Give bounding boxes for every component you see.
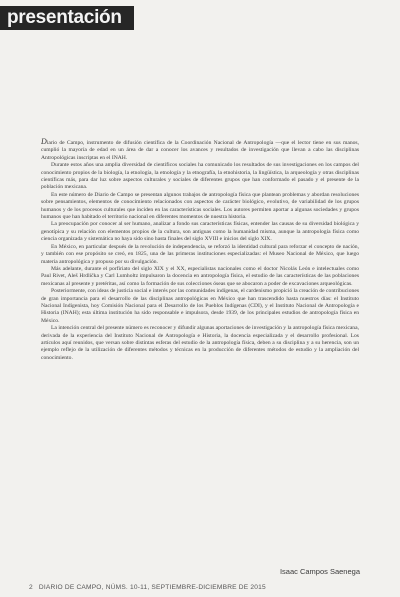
body-paragraph: En México, en particular después de la revolución de independencia, se reforzó la identidad cultural para reforzar el concepto de nación, y también con ese propósito se creó, en 1825, una de las primeras instituciones especializadas: el Museo Nacional de México, que luego materia antropológica y propuso por su divulgación. bbox=[41, 243, 359, 265]
section-title: presentación bbox=[7, 7, 122, 28]
body-paragraph: La preocupación por conocer al ser humano, analizar a fondo sus características físicas, entender las causas de su diversidad biológica y genotípica y su relación con elementos propios de la cultura, son antiguas como la humanidad misma, aunque la antropología física como ciencia organizada y sistemática no haya sido sino hasta finales del siglo XVIII e inicios del siglo XIX. bbox=[41, 221, 359, 243]
body-paragraph: En este número de Diario de Campo se presentan algunos trabajos de antropología física que plantean problemas y abordan resoluciones sobre pensamientos, elementos de conocimiento relacionados con aspectos de carácter biológico, evolutivo, de variabilidad de los grupos humanos y de los procesos culturales que inciden en las características sociales. Los autores permiten aportar a algunas sociedades y grupos humanos que han habitado el territorio nacional en diferentes momentos de nuestra historia. bbox=[41, 191, 359, 221]
author-signature: Isaac Campos Saenega bbox=[279, 567, 360, 576]
body-paragraph: Posteriormente, con ideas de justicia social e interés por las comunidades indígenas, el cardenismo propició la creación de contribuciones de gran importancia para el desarrollo de las disciplinas antropológicas en México que han trascendido hasta nuestros días: el Instituto Nacional Indigenista, hoy Comisión Nacional para el Desarrollo de los Pueblos Indígenas (CDI), y el Instituto Nacional de Antropología e Historia (INAH); esta última institución ha sido responsable e impulsora, desde 1939, de los principales estudios de antropología física en México. bbox=[41, 288, 359, 324]
body-paragraph: Más adelante, durante el porfiriato del siglo XIX y el XX, especialistas nacionales como el doctor Nicolás León e intelectuales como Paul Rivet, Aleš Hrdlička y Carl Lumholtz impulsaron la docencia en antropología física, el estudio de las características de las poblaciones mexicanas al presente y pretéritas, así como la formación de sus colecciones óseas que se abocaron a poder de excavaciones arqueológicas. bbox=[41, 265, 359, 287]
journal-line: DIARIO DE CAMPO, NÚMS. 10-11, SEPTIEMBRE-DICIEMBRE DE 2015 bbox=[38, 584, 266, 591]
dropcap-letter: D bbox=[41, 138, 47, 146]
presentation-body bbox=[41, 138, 359, 558]
body-paragraph: La intención central del presente número es reconocer y difundir algunas aportaciones de investigación y la antropología física mexicana, derivada de la experiencia del Instituto Nacional de Antropología e Historia, la docencia especializada y el desarrollo profesional. Los artículos aquí reunidos, que versan sobre distintas esferas del estudio de la antropología física, deben a su disciplina y a su herencia, son un ejemplo reflejo de la utilización de diferentes métodos y técnicas en la producción de diferentes métodos de estudio y la ampliación del conocimiento. bbox=[41, 325, 359, 361]
body-paragraph: Diario de Campo, instrumento de difusión científica de la Coordinación Nacional de Antropología —que el lector tiene en sus manos, cumplió la mayoría de edad en un área de dar a conocer los avances y resultados de investigación que llevan a cabo las disciplinas Antropológicas inscriptas en el INAH. bbox=[41, 138, 359, 161]
page-number: 2 bbox=[29, 584, 33, 591]
body-paragraph: Durante estos años una amplia diversidad de científicos sociales ha comunicado los resultados de sus investigaciones en los campos del conocimiento propios de la biología, la etnología, la etnología y la etnografía, la etnohistoria, la lingüística, la arqueología y otras disciplinas científicas más, para dar luz sobre aspectos culturales y sociales de diferentes grupos que han conformado el pasado y el presente de la población mexicana. bbox=[41, 162, 359, 191]
section-banner bbox=[0, 6, 134, 30]
page-footer bbox=[29, 584, 266, 591]
